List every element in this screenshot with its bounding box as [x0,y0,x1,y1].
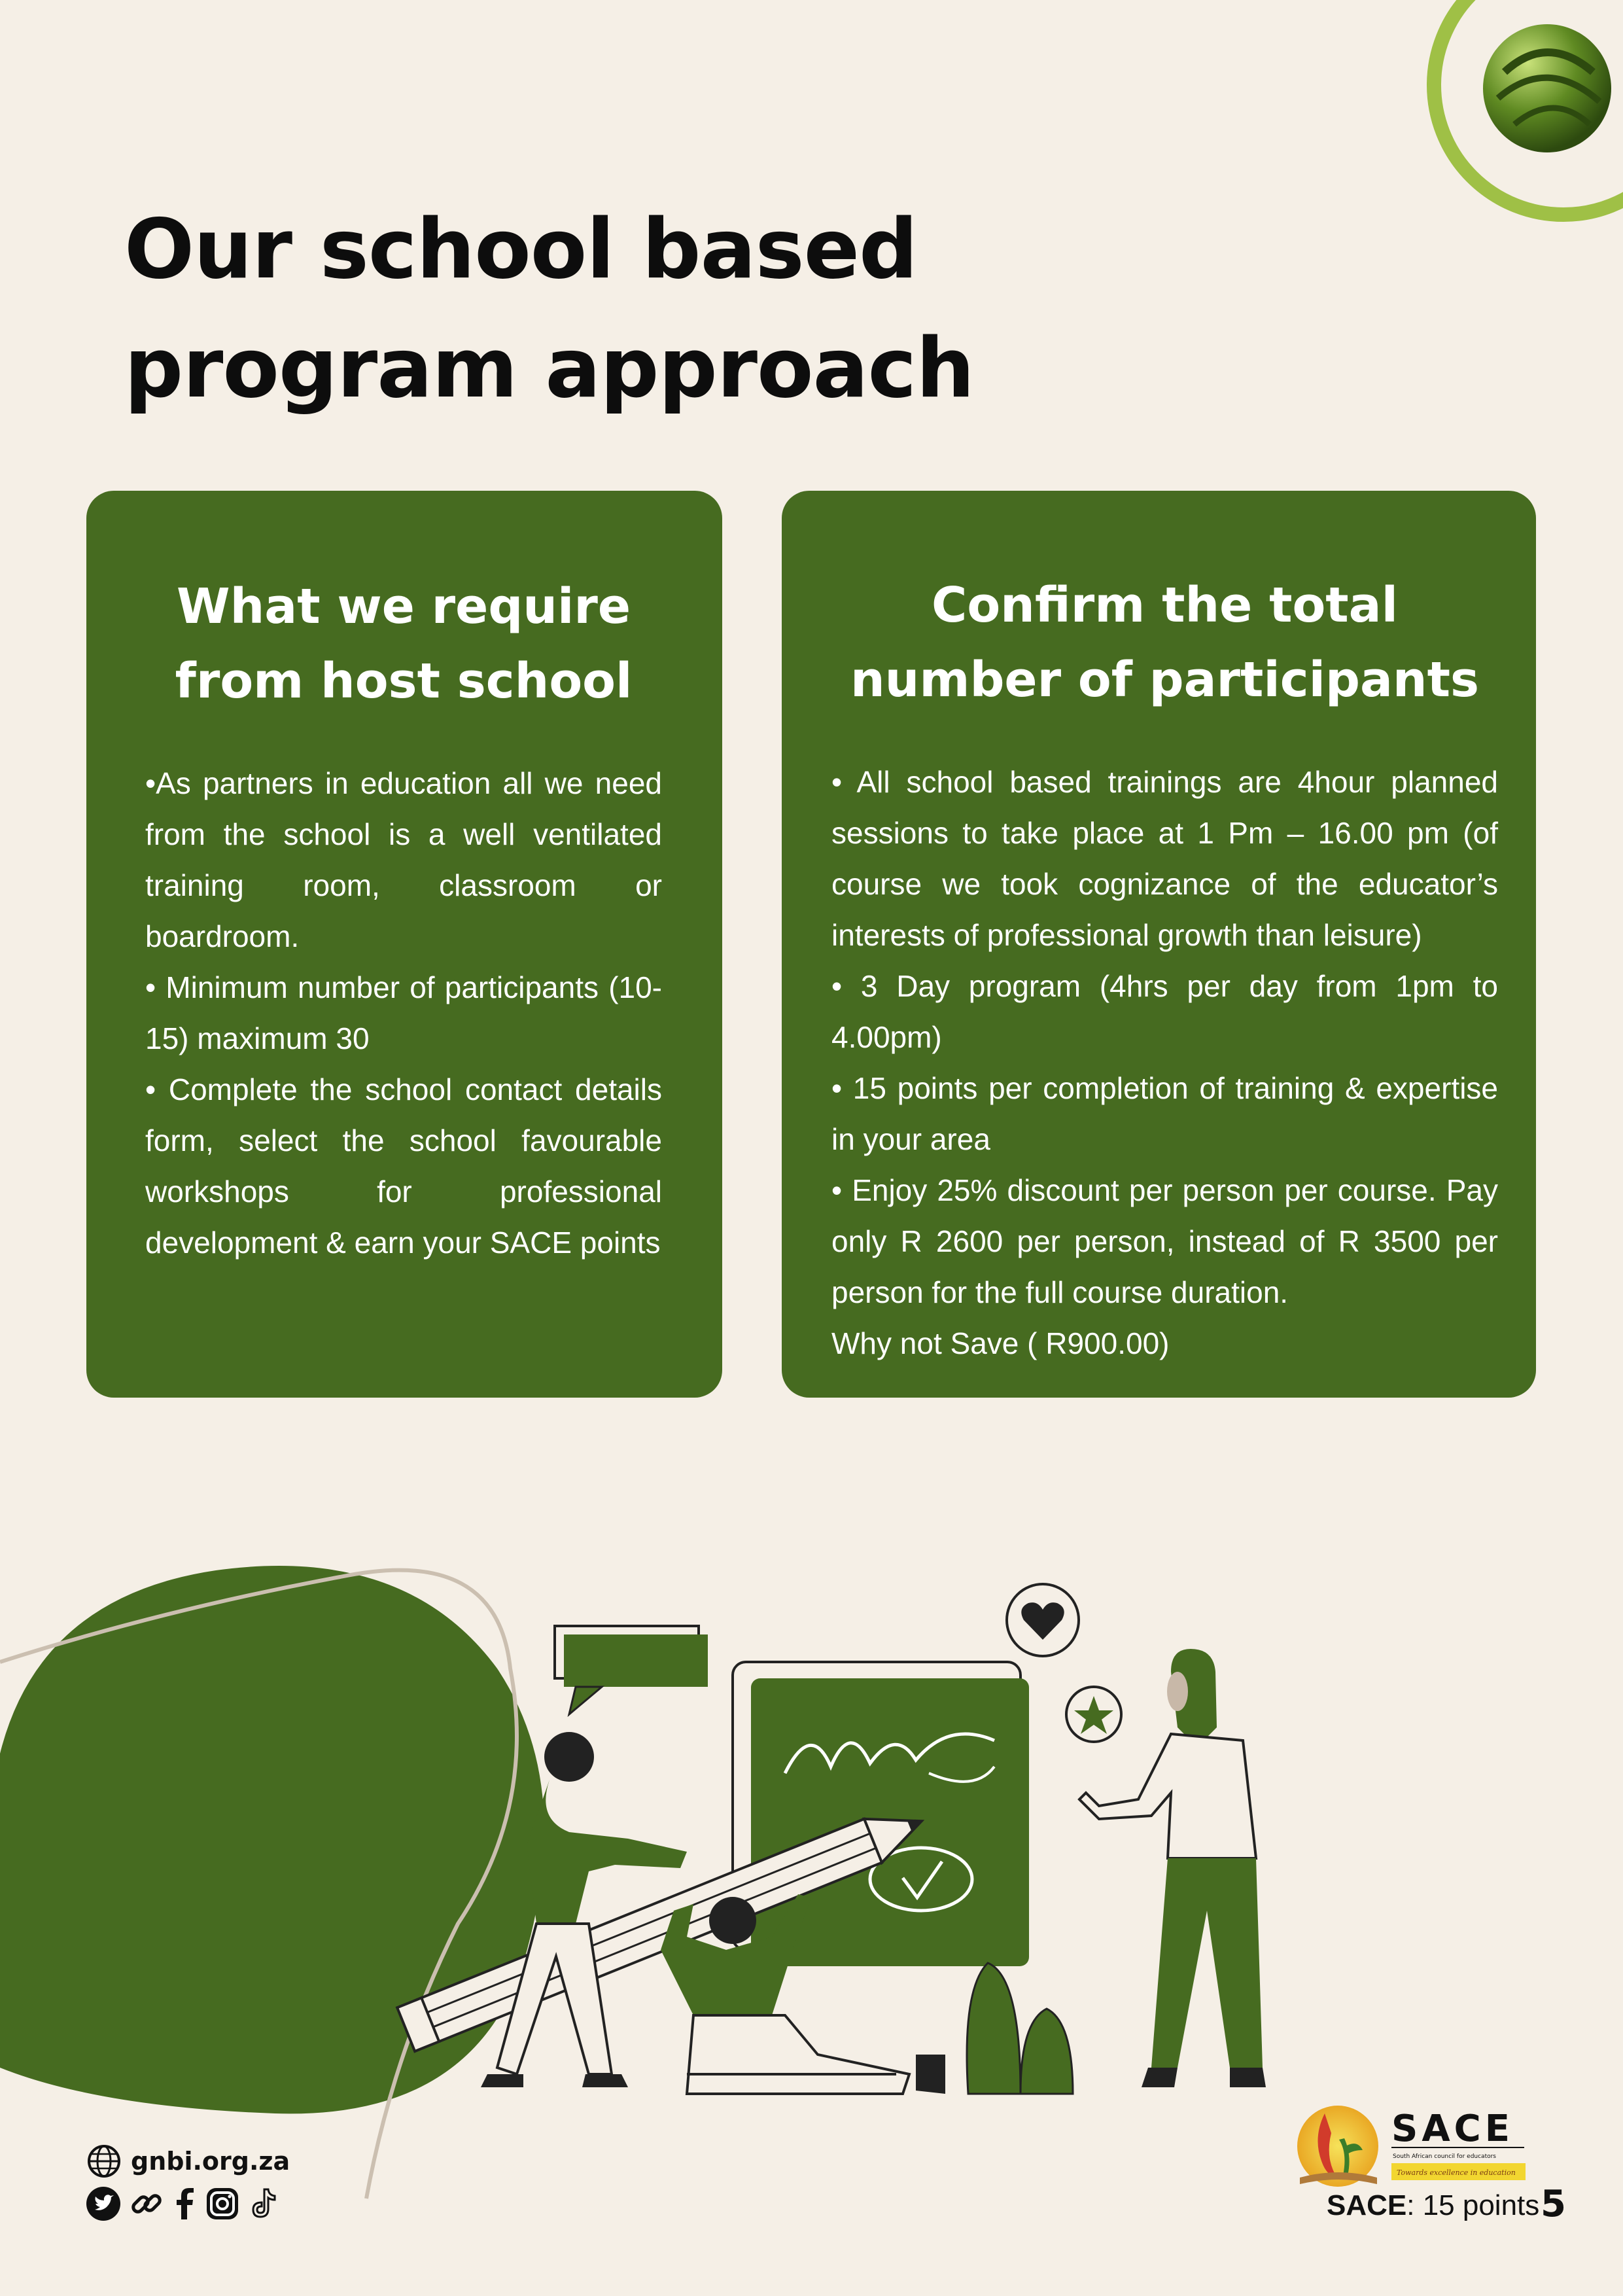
sace-logo [1285,2094,1534,2199]
social-links [85,2185,280,2222]
requirement-item: • Complete the school contact details form, select the school favourable workshops for professional development & earn your SACE points [145,1072,662,1260]
requirement-item: •As partners in education all we need from the school is a well ventilated training room, classroom or boardroom. [145,766,662,953]
tiktok-icon[interactable] [247,2185,280,2222]
sace-logo-text: SACE [1391,2108,1514,2150]
twitter-icon[interactable] [85,2185,122,2222]
page-number: 5 [1541,2183,1566,2225]
organization-logo [1400,0,1623,236]
page-title: Our school based program approach [124,201,974,416]
sace-label: SACE [1327,2189,1407,2221]
requirements-heading: What we require from host school [175,578,633,709]
requirement-item: • Minimum number of participants (10- 15) maximum 30 [145,970,662,1055]
participants-item: • 15 points per completion of training & expertise in your area [831,1071,1498,1156]
footer-website[interactable] [86,2141,290,2181]
participants-item: • 3 Day program (4hrs per day from 1pm to 4.00pm) [831,969,1498,1054]
participants-heading: Confirm the total number of participants [850,577,1480,708]
sace-logo-tagline: Towards excellence in education [1397,2168,1516,2177]
requirements-card [86,491,722,1398]
sace-logo-subtitle: South African council for educators [1393,2153,1497,2160]
sace-points [1327,2189,1539,2222]
instagram-icon[interactable] [204,2185,241,2222]
facebook-icon[interactable] [171,2185,198,2222]
website-link[interactable]: gnbi.org.za [131,2147,290,2176]
participants-item: Why not Save ( R900.00) [831,1326,1170,1360]
participants-item: • Enjoy 25% discount per person per course. Pay only R 2600 per person, instead of R 3500 per person for the full course duration. [831,1173,1498,1309]
sace-points-value: : 15 points [1406,2189,1540,2221]
participants-card [782,491,1536,1398]
link-icon[interactable] [128,2185,165,2222]
participants-item: • All school based trainings are 4hour planned sessions to take place at 1 Pm – 16.00 pm (of course we took cognizance of the educator’s interests of professional growth than leisure) [831,765,1498,952]
globe-icon [86,2144,122,2179]
